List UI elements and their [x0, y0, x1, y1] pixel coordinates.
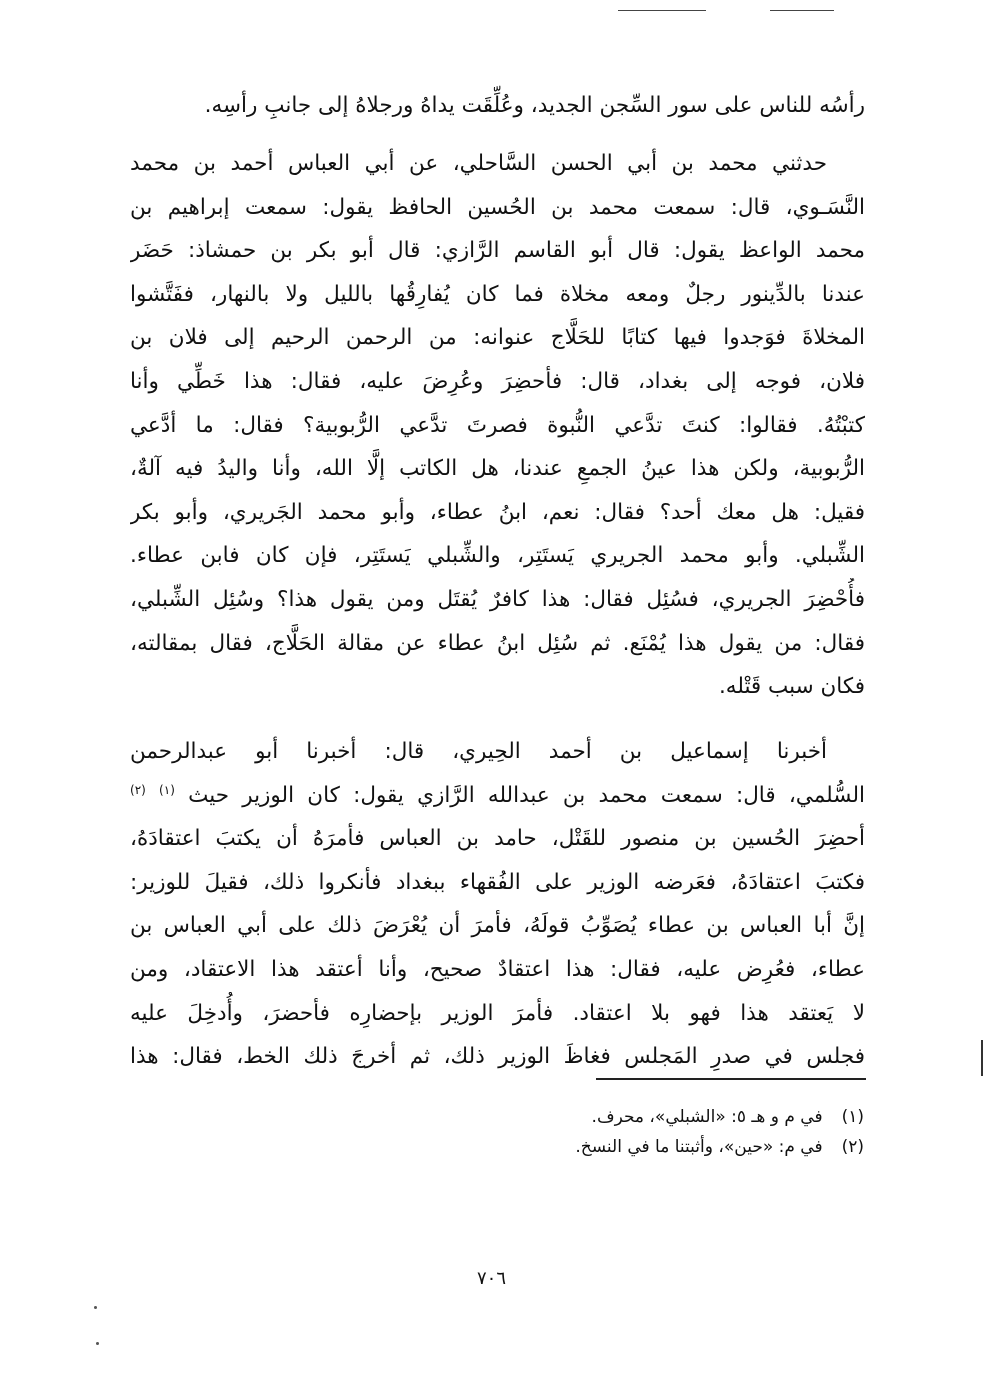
paragraph-2-line: محمد الواعظ يقول: قال أبو القاسم الرَّازي: قال أبو بكر بن حمشاذ: حَضَر [130, 238, 865, 264]
paragraph-1 [130, 84, 865, 128]
footnote-number: (٢) [841, 1137, 864, 1157]
paragraph-3 [130, 730, 865, 1079]
footnote-number: (١) [841, 1107, 864, 1127]
scan-speck [96, 1342, 99, 1345]
paragraph-3-line: أحضِرَ الحُسين بن منصور للقَتْل، حامد بن العباس فأمرَهُ أن يكتبَ اعتقادَهُ، [130, 826, 865, 852]
footnotes [300, 1102, 864, 1162]
paragraph-2-line: الشِّبلي. وأبو محمد الجريري يَستَتِر، والشِّبلي يَستَتِر، فإن كان فابن عطاء. [130, 543, 865, 569]
paragraph-2-line: عندنا بالدِّينور رجلٌ ومعه مخلاة فما كان يُفارِقُها بالليل ولا بالنهار، ففَتَّشوا [130, 281, 865, 307]
paragraph-2-line: فلان، فوجه إلى بغداد، قال: فأحضِرَ وعُرِضَ عليه، فقال: هذا خَطِّي وأنا [130, 368, 865, 394]
footnote-ref-2[interactable]: (٢) [130, 782, 146, 797]
paragraph-3-line: إنَّ أبا العباس بن عطاء يُصَوِّبُ قولَهُ، فأمرَ أن يُعْرَضَ ذلك على أبي العباس بن [130, 913, 865, 939]
paragraph-3-line-text: السُّلمي، قال: سمعت محمد بن عبدالله الرَّازي يقول: كان الوزير حيث [188, 782, 865, 808]
paragraph-1-line: رأسُه للناس على سور السِّجن الجديد، وعُلِّقَت يداهُ ورجلاهُ إلى جانبِ رأسِه. [204, 93, 865, 118]
footnote-separator [596, 1078, 866, 1080]
footnote-1 [300, 1102, 864, 1132]
paragraph-3-line: أخبرنا إسماعيل بن أحمد الحِيري، قال: أخبرنا أبو عبدالرحمن [130, 739, 827, 764]
paragraph-3-line-with-notes [130, 774, 865, 818]
footnote-text: في م: «حين»، وأثبتنا ما في النسخ. [575, 1137, 823, 1157]
paragraph-2-line: فقال: من يقول هذا يُمْنَع. ثم سُئِل ابنُ عطاء عن مقالة الحَلَّاج، فقال بمقالته، [130, 630, 865, 656]
paragraph-3-line: عطاء، فعُرِض عليه، فقال: هذا اعتقادٌ صحيح، وأنا أعتقد هذا الاعتقاد، ومن [130, 956, 865, 982]
footnote-text: في م و هـ ٥: «الشبلي»، محرف. [591, 1107, 823, 1127]
footnote-ref-1[interactable]: (١) [159, 782, 175, 797]
paragraph-2-line: الرُّبوبية، ولكن هذا عينُ الجمعِ عندنا، هل الكاتب إلَّا الله، وأنا واليدُ فيه آلةٌ، [130, 456, 865, 482]
paragraph-2-line: النَّسَـوي، قال: سمعت محمد بن الحُسين الحافظ يقول: سمعت إبراهيم بن [130, 194, 865, 220]
page-number: ٧٠٦ [476, 1268, 506, 1289]
paragraph-3-line: فجلس في صدرِ المَجلس فغاظَ الوزير ذلك، ثم أخرجَ ذلك الخط، فقال: هذا [130, 1044, 865, 1070]
paragraph-2-line: حدثني محمد بن أبي الحسن السَّاحلي، عن أبي العباس أحمد بن محمد [130, 151, 827, 176]
paragraph-3-line: لا يَعتقد هذا فهو بلا اعتقاد. فأمرَ الوزير بإحضارِه فأحضرَ، وأُدخِلَ عليه [130, 1000, 865, 1026]
scan-speck [94, 1306, 97, 1309]
footnote-2 [300, 1132, 864, 1162]
paragraph-2-line: المخلاةَ فوَجدوا فيها كتابًا للحَلَّاج عنوانه: من الرحمن الرحيم إلى فلان بن [130, 325, 865, 351]
paragraph-2-line: فقيل: هل معك أحد؟ فقال: نعم، ابنُ عطاء، وأبو محمد الجَريري، وأبو بكر [130, 499, 865, 525]
top-rule-left [770, 10, 834, 11]
paragraph-2-line: كتبْتُهُ. فقالوا: كنتَ تدَّعي النُّبوة فصرتَ تدَّعي الرُّبوبية؟ فقال: ما أدَّعي [130, 412, 865, 438]
top-rule-right [618, 10, 706, 11]
paragraph-3-line: فكتبَ اعتقادَهُ، فعَرضه الوزير على الفُقهاء ببغداد فأنكروا ذلك، فقيلَ للوزير: [130, 869, 865, 895]
paragraph-2 [130, 142, 865, 709]
paragraph-2-line: فكان سبب قَتْله. [718, 674, 865, 700]
paragraph-2-line: فأُحْضِرَ الجريري، فسُئِل فقال: هذا كافرٌ يُقتَل ومن يقول هذا؟ وسُئِل الشِّبلي، [130, 586, 865, 612]
